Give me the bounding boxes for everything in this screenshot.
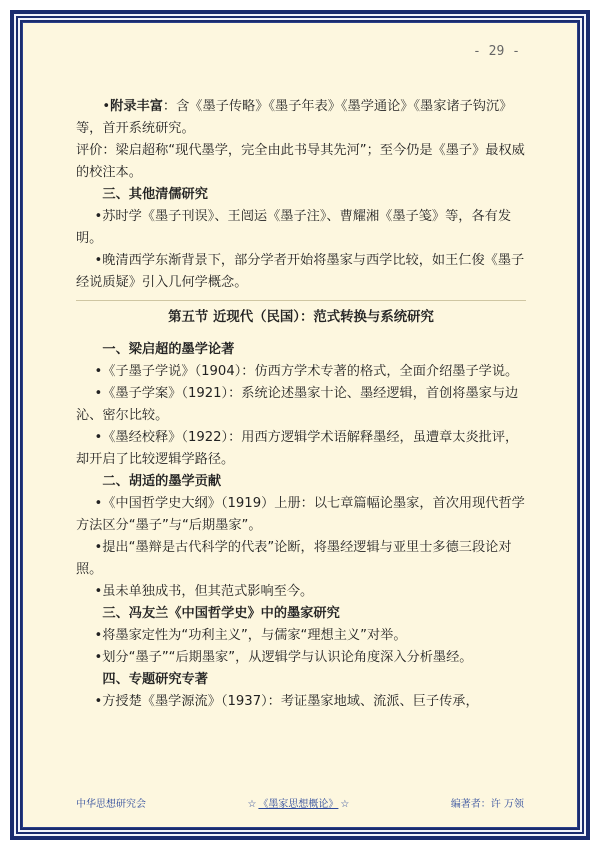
footer-left: 中华思想研究会 xyxy=(76,799,146,810)
section-title: 第五节 近现代（民国）：范式转换与系统研究 xyxy=(168,310,434,325)
topic-item-1: •方授楚《墨学源流》（1937）：考证墨家地域、流派、巨子传承， xyxy=(94,694,479,709)
heading-topic: 四、专题研究专著 xyxy=(102,672,208,687)
qing-item-1: •苏时学《墨子刊误》、王闿运《墨子注》、曹耀湘《墨子笺》等，各有发明。 xyxy=(76,209,512,246)
hu-item-1: •《中国哲学史大纲》（1919）上册：以七章篇幅论墨家，首次用现代哲学方法区分“墨子”与“后期墨家”。 xyxy=(76,496,525,533)
liang-item-1: •《子墨子学说》（1904）：仿西方学术专著的格式，全面介绍墨子学说。 xyxy=(94,364,519,379)
hu-item-3: •虽未单独成书，但其范式影响至今。 xyxy=(94,584,314,599)
heading-feng: 三、冯友兰《中国哲学史》中的墨家研究 xyxy=(102,606,340,621)
footer-book-title: 《墨家思想概论》 xyxy=(258,799,339,810)
footer-right: 编著者：许 万领 xyxy=(450,799,524,810)
qing-item-2: •晚清西学东渐背景下，部分学者开始将墨家与西学比较，如王仁俊《墨子经说质疑》引入几何学概念。 xyxy=(76,253,525,290)
hu-item-2: •提出“墨辩是古代科学的代表”论断，将墨经逻辑与亚里士多德三段论对照。 xyxy=(76,540,512,577)
liang-item-2: •《墨子学案》（1921）：系统论述墨家十论、墨经逻辑，首创将墨家与边沁、密尔比较。 xyxy=(76,386,519,423)
paragraph-appendix xyxy=(76,96,526,140)
section-divider xyxy=(76,300,526,301)
footer-center xyxy=(245,795,351,810)
appendix-label: 附录丰富 xyxy=(110,99,163,114)
liang-item-3: •《墨经校释》（1922）：用西方逻辑学术语解释墨经，虽遭章太炎批评，却开启了比较逻辑学路径。 xyxy=(76,430,519,467)
heading-hu: 二、胡适的墨学贡献 xyxy=(102,474,222,489)
page-footer xyxy=(76,795,524,810)
feng-item-1: •将墨家定性为“功利主义”，与儒家“理想主义”对举。 xyxy=(94,628,407,643)
page-number: - 29 - xyxy=(473,44,520,59)
bullet: • xyxy=(102,99,111,114)
paragraph-evaluation: 评价：梁启超称“现代墨学，完全由此书导其先河”；至今仍是《墨子》最权威的校注本。 xyxy=(76,143,525,180)
heading-qing: 三、其他清儒研究 xyxy=(102,187,208,202)
page-content xyxy=(76,96,526,713)
star-icon: ☆ xyxy=(340,799,350,810)
star-icon: ☆ xyxy=(247,799,257,810)
feng-item-2: •划分“墨子”“后期墨家”，从逻辑学与认识论角度深入分析墨经。 xyxy=(94,650,473,665)
appendix-text: ：含《墨子传略》《墨子年表》《墨学通论》《墨家诸子钩沉》等，首开系统研究。 xyxy=(76,99,513,136)
heading-liang: 一、梁启超的墨学论著 xyxy=(102,342,235,357)
